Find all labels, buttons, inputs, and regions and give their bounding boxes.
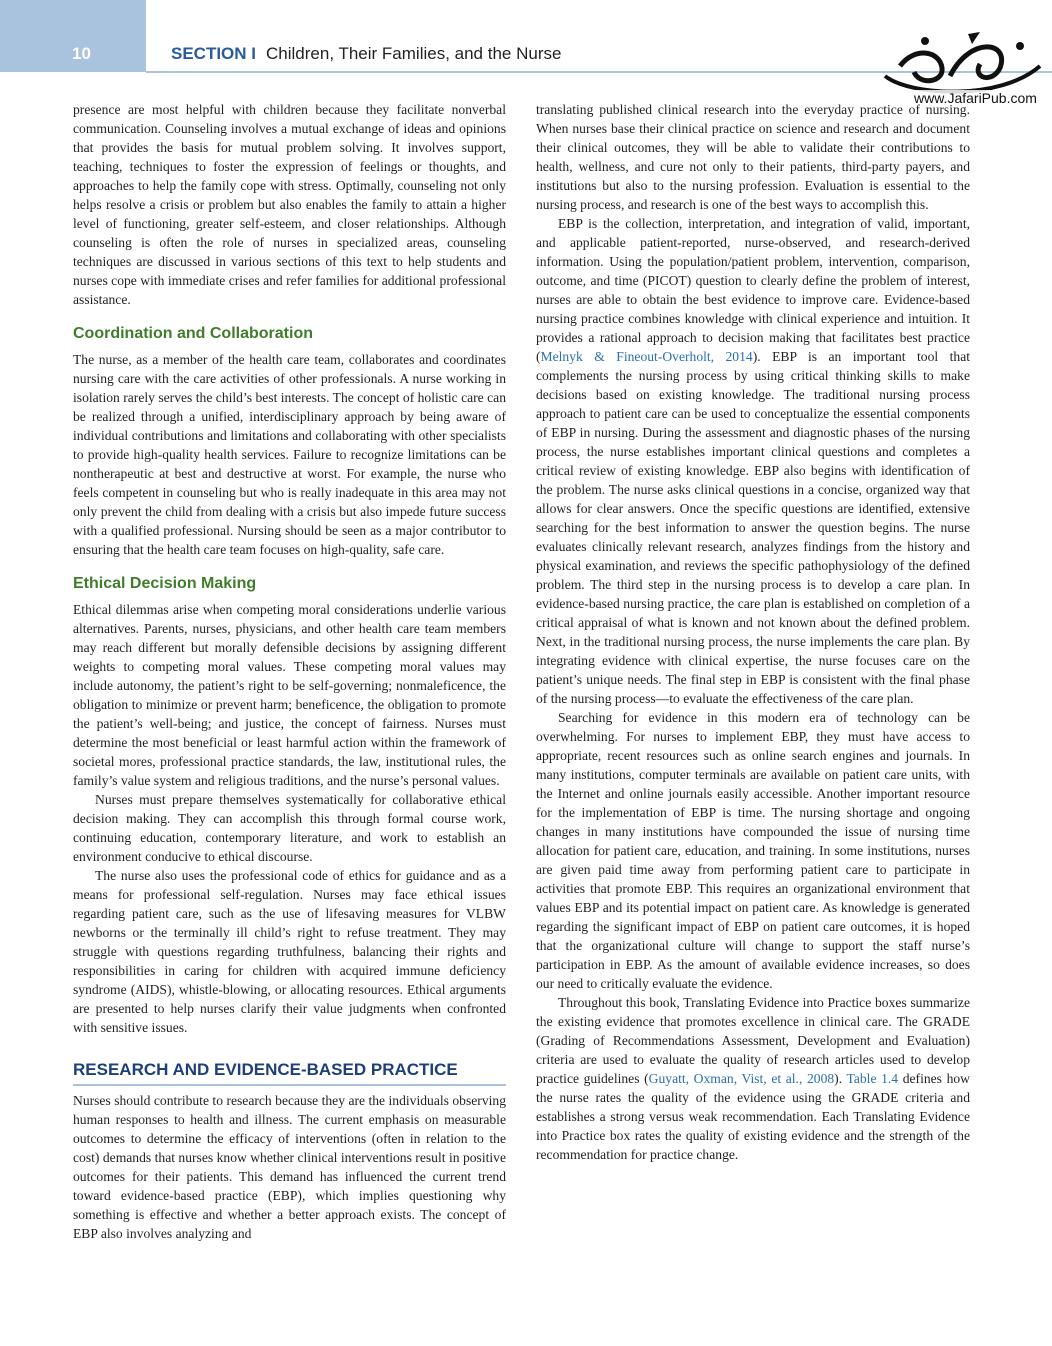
text-run: ). EBP is an important tool that complements the nursing process by using critical thinking skills to make decisions based on existing knowledge. The traditional nursing process approach to patient care can be used to conceptualize the essential components of EBP in nursing. During the assessment and diagnostic phases of the nursing process, the nurse establishes important clinical questions and completes a critical review of existing knowledge. EBP also begins with identification of the problem. The nurse asks clinical questions in a concise, organized way that allows for clear answers. Once the specific questions are identified, extensive searching for the best information to answer the question begins. The nurse evaluates clinically relevant research, analyzes findings from the history and physical examination, and reviews the specific pathophysiology of the defined problem. The third step in the nursing process is to develop a care plan. In evidence-based nursing practice, the care plan is established on completion of a critical appraisal of what is known and not known about the defined problem. Next, in the traditional nursing process, the nurse implements the care plan. By integrating evidence with clinical expertise, the nurse focuses care on the patient’s unique needs. The final step in EBP is consistent with the final phase of the nursing process—to evaluate the effectiveness of the care plan.	[536, 349, 970, 706]
paragraph: The nurse also uses the professional code of ethics for guidance and as a means for professional self-regulation. Nurses may face ethical issues regarding patient care, such as the use of lifesaving measures for VLBW newborns or the terminally ill child’s right to refuse treatment. They may struggle with questions regarding truthfulness, balancing their rights and responsibilities in caring for children with acquired immune deficiency syndrome (AIDS), whistle-blowing, or allocating resources. Ethical arguments are presented to help nurses clarify their value judgments when confronted with sensitive issues.	[73, 868, 506, 1035]
page-number: 10	[72, 44, 91, 63]
heading-ethical: Ethical Decision Making	[73, 575, 257, 592]
citation-link[interactable]: Guyatt, Oxman, Vist, et al., 2008	[648, 1071, 835, 1086]
paragraph: Ethical dilemmas arise when competing moral considerations underlie various alternatives. Parents, nurses, physicians, and other health care team members may reach different but morally defensible decisions by assigning different weights to competing moral values. These competing moral values may include autonomy, the patient’s right to be self-governing; nonmaleficence, the obligation to minimize or prevent harm; beneficence, the obligation to promote the patient’s well-being; and justice, the concept of fairness. Nurses must determine the most beneficial or least harmful action within the framework of societal mores, professional practice standards, the law, institutional rules, the family’s value system and religious traditions, and the nurse’s personal values.	[73, 602, 506, 788]
running-head	[171, 44, 561, 64]
heading-research: RESEARCH AND EVIDENCE-BASED PRACTICE	[73, 1059, 506, 1086]
paragraph	[536, 214, 970, 708]
section-title: Children, Their Families, and the Nurse	[266, 44, 562, 63]
left-column	[73, 100, 506, 1243]
citation-link[interactable]: Melnyk & Fineout-Overholt, 2014	[540, 349, 753, 364]
text-run: ).	[834, 1071, 847, 1086]
paragraph: presence are most helpful with children because they facilitate nonverbal communication. Counseling involves a mutual exchange of ideas and opinions that provides the basis for mutual problem solving. It involves support, teaching, techniques to foster the expression of feelings or thoughts, and approaches to help the family cope with stress. Optimally, counseling not only helps resolve a crisis or problem but also enables the family to attain a higher level of functioning, greater self-esteem, and closer relationships. Although counseling is often the role of nurses in specialized areas, counseling techniques are discussed in various sections of this text to help students and nurses cope with immediate crises and refer families for additional professional assistance.	[73, 102, 506, 307]
section-label: SECTION I	[171, 44, 257, 63]
table-reference-link[interactable]: Table 1.4	[846, 1071, 899, 1086]
paragraph: Searching for evidence in this modern era of technology can be overwhelming. For nurses to implement EBP, they must have access to appropriate, recent resources such as online search engines and journals. In many institutions, computer terminals are available on patient care units, with the Internet and online journals easily accessible. Another important resource for the implementation of EBP is time. The nursing shortage and ongoing changes in many institutions have compounded the issue of nursing time allocation for patient care, education, and training. In some institutions, nurses are given paid time away from performing patient care to participate in activities that promote EBP. This requires an organizational environment that values EBP and its potential impact on patient care. As knowledge is generated regarding the significant impact of EBP on patient care outcomes, it is hoped that the organizational culture will change to support the staff nurse’s participation in EBP. As the amount of available evidence increases, so does our need to critically evaluate the evidence.	[536, 710, 970, 991]
paragraph: Nurses must prepare themselves systematically for collaborative ethical decision making. They can accomplish this through formal course work, continuing education, contemporary literature, and work to establish an environment conducive to ethical discourse.	[73, 792, 506, 864]
paragraph: The nurse, as a member of the health care team, collaborates and coordinates nursing care with the care activities of other professionals. A nurse working in isolation rarely serves the child’s best interests. The concept of holistic care can be realized through a unified, interdisciplinary approach by being aware of individual contributions and limitations and collaborating with other specialists to provide high-quality health services. Failure to recognize limitations can be nontherapeutic at best and destructive at worst. For example, the nurse who feels competent in counseling but who is really inadequate in this area may not only prevent the child from dealing with a crisis but also impede future success with a qualified professional. Nursing should be seen as a major contributor to ensuring that the health care team focuses on high-quality, safe care.	[73, 352, 506, 557]
paragraph: translating published clinical research into the everyday practice of nursing. When nurses base their clinical practice on science and research and document their clinical outcomes, they will be able to validate their contributions to health, wellness, and cure not only to their patients, third-party payers, and institutions but also to the nursing profession. Evaluation is essential to the nursing process, and research is one of the best ways to accomplish this.	[536, 102, 970, 212]
text-run: EBP is the collection, interpretation, and integration of valid, important, and applicable patient-reported, nurse-observed, and research-derived information. Using the population/patient problem, intervention, comparison, outcome, and time (PICOT) question to clearly define the problem of interest, nurses are able to obtain the best evidence to improve care. Evidence-based nursing practice combines knowledge with clinical experience and intuition. It provides a rational approach to decision making that facilitates best practice (	[536, 216, 970, 364]
paragraph: Nurses should contribute to research because they are the individuals observing human responses to health and illness. The current emphasis on measurable outcomes to determine the efficacy of interventions (often in relation to the cost) demands that nurses know whether clinical interventions result in positive outcomes for their patients. This demand has influenced the current trend toward evidence-based practice (EBP), which implies questioning why something is effective and whether a better approach exists. The concept of EBP also involves analyzing and	[73, 1093, 506, 1241]
paragraph	[536, 993, 970, 1164]
watermark-url: www.JafariPub.com	[914, 90, 1037, 106]
text-run: defines how the nurse rates the quality of the evidence using the GRADE criteria and establishes a strong versus weak recommendation. Each Translating Evidence into Practice box rates the quality of existing evidence and the strength of the recommendation for practice change.	[536, 1071, 970, 1162]
text-run: Throughout this book, Translating Evidence into Practice boxes summarize the existing evidence that promotes excellence in clinical care. The GRADE (Grading of Recommendations Assessment, Development and Evaluation) criteria are used to evaluate the quality of research articles used to develop practice guidelines (	[536, 995, 970, 1086]
heading-coordination: Coordination and Collaboration	[73, 325, 313, 342]
right-column	[536, 100, 970, 1164]
